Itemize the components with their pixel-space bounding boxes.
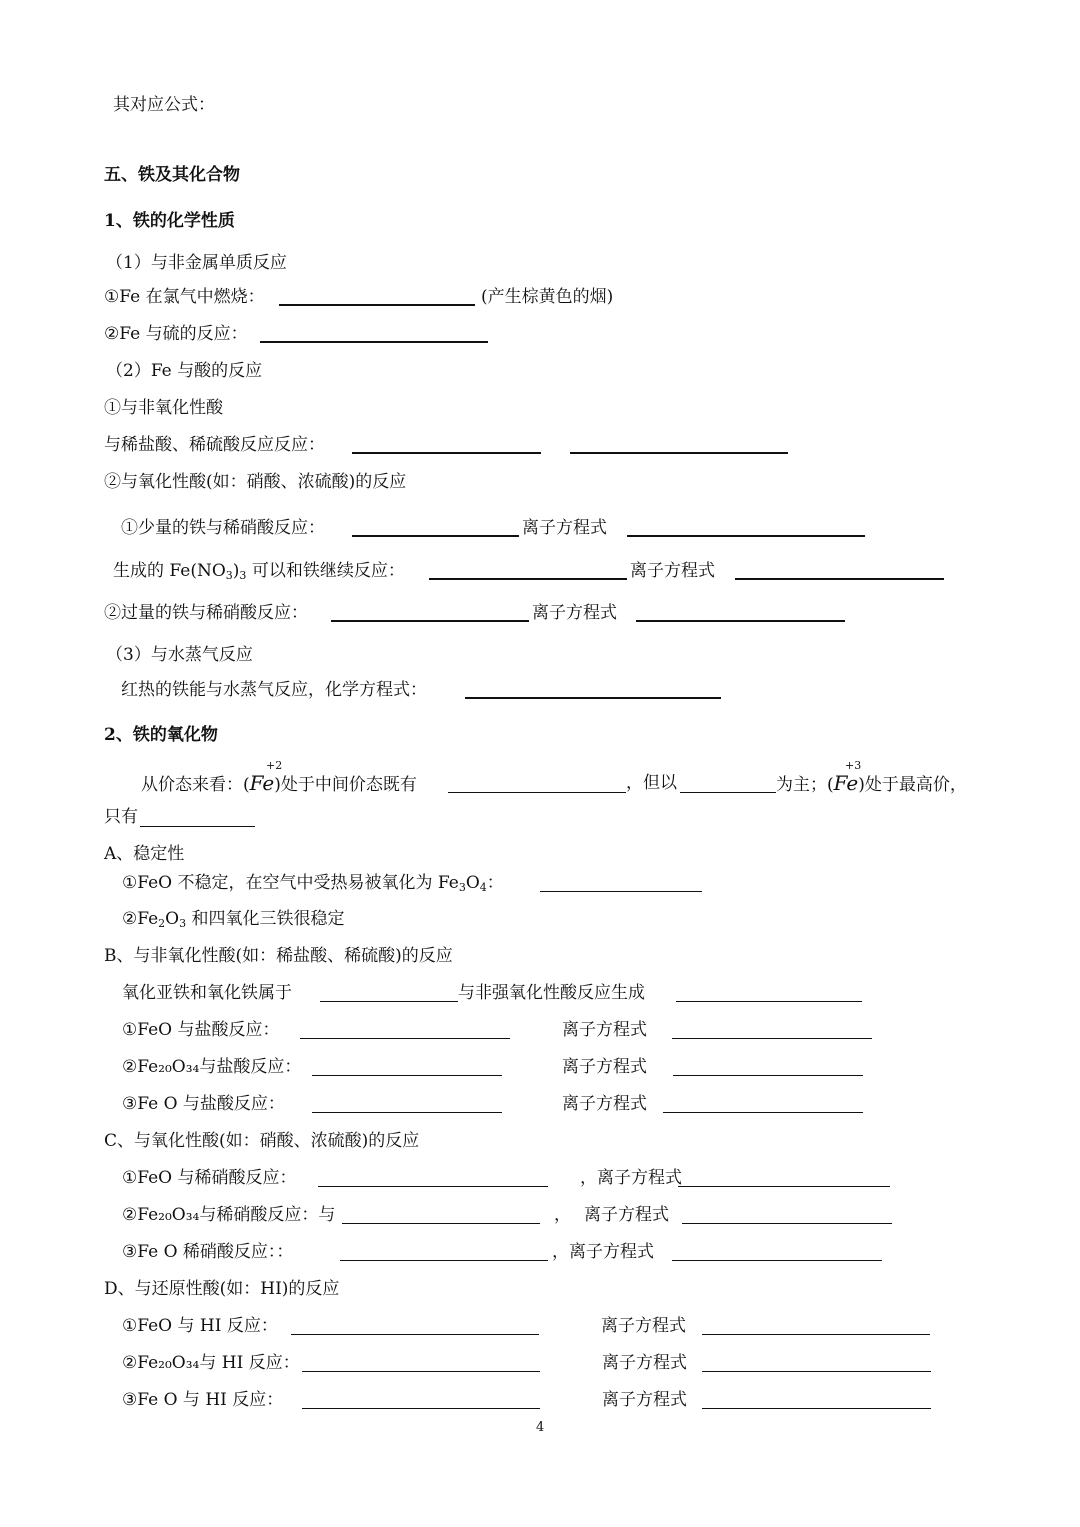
answer-blank[interactable] <box>352 452 541 454</box>
part-title: （1）与非金属单质反应 <box>106 253 287 273</box>
question-label: 氧化亚铁和氧化铁属于 <box>122 983 292 1003</box>
answer-blank[interactable] <box>331 620 529 622</box>
question-label: ①FeO 与盐酸反应： <box>122 1020 280 1040</box>
ion-label: 离子方程式 <box>584 1205 669 1225</box>
answer-blank[interactable] <box>352 535 519 537</box>
ion-label: ，离子方程式 <box>580 1168 682 1188</box>
question-label: 红热的铁能与水蒸气反应，化学方程式： <box>121 680 427 700</box>
ion-label: 离子方程式 <box>562 1057 647 1077</box>
question-label: ②Fe₂₀O₃₄与稀硝酸反应：与 <box>122 1205 336 1225</box>
answer-blank[interactable] <box>291 1334 539 1335</box>
question-label: ①FeO 不稳定，在空气中受热易被氧化为 $Fe_3O_4$： <box>122 873 504 894</box>
charge-plus2: +2 <box>266 759 283 772</box>
ion-label: 离子方程式 <box>602 1353 687 1373</box>
ion-label: ，离子方程式 <box>552 1242 654 1262</box>
question-label: ①少量的铁与稀硝酸反应： <box>121 518 325 538</box>
answer-blank[interactable] <box>676 1001 862 1002</box>
answer-blank[interactable] <box>465 697 721 699</box>
section-title: 五、铁及其化合物 <box>104 165 240 185</box>
question-label: 与非强氧化性酸反应生成 <box>458 983 645 1003</box>
answer-blank[interactable] <box>570 452 788 454</box>
ion-label: 离子方程式 <box>602 1390 687 1410</box>
answer-blank[interactable] <box>702 1334 930 1335</box>
part-title: （2）Fe 与酸的反应 <box>106 361 263 381</box>
question-label: ②Fe₂₀O₃₄与 HI 反应： <box>122 1353 300 1373</box>
answer-blank[interactable] <box>673 1075 863 1076</box>
question-label: ①FeO 与 HI 反应： <box>122 1316 278 1336</box>
item-title: ①与非氧化性酸 <box>104 398 223 418</box>
question-label: ②Fe 与硫的反应： <box>104 324 248 344</box>
answer-blank[interactable] <box>540 891 702 892</box>
answer-blank[interactable] <box>702 1371 931 1372</box>
subsection-title: 1、铁的化学性质 <box>104 211 235 231</box>
valence-text: 只有 <box>104 807 138 827</box>
ion-label: 离子方程式 <box>630 561 715 581</box>
answer-blank[interactable] <box>663 1112 863 1113</box>
answer-blank[interactable] <box>636 620 845 622</box>
comma: ， <box>554 1205 571 1225</box>
note-text: (产生棕黄色的烟) <box>481 287 614 307</box>
item-title: A、稳定性 <box>104 844 185 864</box>
question-label: ②Fe₂₀O₃₄与盐酸反应： <box>122 1057 302 1077</box>
answer-blank[interactable] <box>318 1186 548 1187</box>
item-title: ②与氧化性酸(如：硝酸、浓硫酸)的反应 <box>104 472 407 492</box>
answer-blank[interactable] <box>627 535 865 537</box>
answer-blank[interactable] <box>448 792 626 793</box>
valence-text: 从价态来看：(Fe)处于中间价态既有 <box>141 771 417 795</box>
answer-blank[interactable] <box>672 1260 882 1261</box>
ion-label: 离子方程式 <box>601 1316 686 1336</box>
formula-label: 其对应公式： <box>113 95 215 115</box>
question-label: ③Fe O 与 HI 反应： <box>122 1390 284 1410</box>
item-title: D、与还原性酸(如：HI)的反应 <box>104 1279 340 1299</box>
ion-label: 离子方程式 <box>532 603 617 623</box>
question-label: $②Fe_2O_3$ 和四氧化三铁很稳定 <box>122 909 345 930</box>
ion-label: 离子方程式 <box>562 1020 647 1040</box>
answer-blank[interactable] <box>302 1408 540 1409</box>
part-title: （3）与水蒸气反应 <box>106 645 253 665</box>
answer-blank[interactable] <box>312 1075 502 1076</box>
answer-blank[interactable] <box>320 1001 458 1002</box>
question-label: ③Fe O 稀硝酸反应：： <box>122 1242 294 1262</box>
page-number: 4 <box>536 1420 545 1435</box>
item-title: C、与氧化性酸(如：硝酸、浓硫酸)的反应 <box>104 1131 420 1151</box>
answer-blank[interactable] <box>678 1186 890 1187</box>
answer-blank[interactable] <box>429 578 627 580</box>
answer-blank[interactable] <box>140 826 255 827</box>
answer-blank[interactable] <box>342 1223 540 1224</box>
question-label: ②过量的铁与稀硝酸反应： <box>104 603 308 623</box>
answer-blank[interactable] <box>260 341 488 343</box>
question-label: 生成的 $Fe(NO_3)_3$ 可以和铁继续反应： <box>113 561 405 582</box>
answer-blank[interactable] <box>302 1371 540 1372</box>
subsection-title: 2、铁的氧化物 <box>104 725 218 745</box>
answer-blank[interactable] <box>312 1112 502 1113</box>
item-title: B、与非氧化性酸(如：稀盐酸、稀硫酸)的反应 <box>104 946 453 966</box>
valence-text: 为主；(Fe)处于最高价， <box>776 771 967 795</box>
question-label: ①Fe 在氯气中燃烧： <box>104 287 265 307</box>
answer-blank[interactable] <box>279 304 475 306</box>
answer-blank[interactable] <box>735 578 944 580</box>
answer-blank[interactable] <box>300 1038 510 1039</box>
answer-blank[interactable] <box>672 1038 872 1039</box>
question-label: ③Fe O 与盐酸反应： <box>122 1094 285 1114</box>
valence-text: ，但以 <box>626 773 677 793</box>
question-label: ①FeO 与稀硝酸反应： <box>122 1168 297 1188</box>
answer-blank[interactable] <box>340 1260 548 1261</box>
question-label: 与稀盐酸、稀硫酸反应反应： <box>104 435 325 455</box>
ion-label: 离子方程式 <box>562 1094 647 1114</box>
ion-label: 离子方程式 <box>522 518 607 538</box>
charge-plus3: +3 <box>845 759 862 772</box>
answer-blank[interactable] <box>680 792 776 793</box>
answer-blank[interactable] <box>682 1223 892 1224</box>
answer-blank[interactable] <box>702 1408 931 1409</box>
